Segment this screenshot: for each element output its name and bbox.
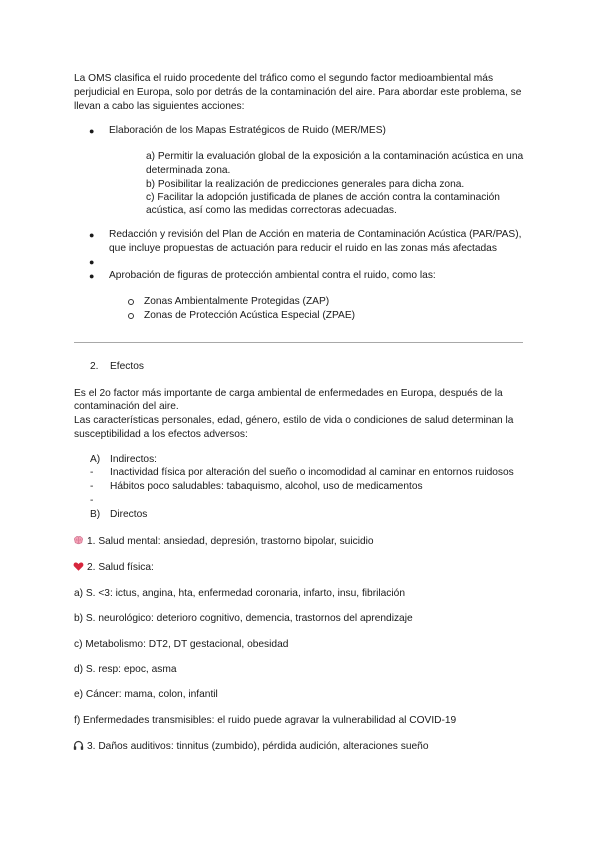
indirect-label: Indirectos: bbox=[110, 454, 157, 465]
bullet-icon: ● bbox=[89, 126, 95, 136]
health-item-b: b) S. neurológico: deterioro cognitivo, demencia, trastornos del aprendizaje bbox=[74, 613, 413, 624]
dash-marker: - bbox=[90, 467, 94, 478]
zone-zap: Zonas Ambientalmente Protegidas (ZAP) bbox=[144, 296, 330, 307]
sub-point-a-cont: determinada zona. bbox=[146, 165, 231, 176]
bullet-icon: ● bbox=[89, 271, 95, 281]
effects-line-2: contaminación del aire. bbox=[74, 401, 179, 412]
action-item-2: Redacción y revisión del Plan de Acción en materia de Contaminación Acústica (PAR/PAS), bbox=[109, 229, 522, 240]
bullet-icon: ● bbox=[89, 257, 95, 267]
effects-line-4: susceptibilidad a los efectos adversos: bbox=[74, 429, 248, 440]
circle-bullet-icon bbox=[128, 299, 134, 305]
sub-point-b: b) Posibilitar la realización de predicciones generales para dicha zona. bbox=[146, 179, 465, 190]
direct-letter: B) bbox=[90, 509, 101, 520]
intro-line-2: perjudicial en Europa, solo por detrás de la contaminación del aire. Para abordar este problema, se bbox=[74, 87, 522, 98]
brain-icon bbox=[73, 535, 84, 546]
direct-label: Directos bbox=[110, 509, 148, 520]
effects-line-1: Es el 2o factor más importante de carga ambiental de enfermedades en Europa, después de la bbox=[74, 388, 503, 399]
indirect-item-2: Hábitos poco saludables: tabaquismo, alcohol, uso de medicamentos bbox=[110, 481, 423, 492]
health-mental: 1. Salud mental: ansiedad, depresión, trastorno bipolar, suicidio bbox=[87, 536, 374, 547]
indirect-item-1: Inactividad física por alteración del sueño o incomodidad al caminar en entornos ruidosos bbox=[110, 467, 514, 478]
sub-point-a: a) Permitir la evaluación global de la exposición a la contaminación acústica en una bbox=[146, 151, 524, 162]
section-title: Efectos bbox=[110, 361, 144, 372]
section-number: 2. bbox=[90, 361, 99, 372]
divider bbox=[74, 342, 523, 343]
heart-icon bbox=[73, 561, 84, 572]
health-item-e: e) Cáncer: mama, colon, infantil bbox=[74, 689, 218, 700]
sub-point-c: c) Facilitar la adopción justificada de planes de acción contra la contaminación bbox=[146, 192, 500, 203]
sub-point-c-cont: acústica, así como las medidas correctoras adecuadas. bbox=[146, 205, 397, 216]
health-item-a: a) S. <3: ictus, angina, hta, enfermedad coronaria, infarto, insu, fibrilación bbox=[74, 588, 405, 599]
intro-line-3: llevan a cabo las siguientes acciones: bbox=[74, 101, 245, 112]
bullet-icon: ● bbox=[89, 230, 95, 240]
health-auditivos: 3. Daños auditivos: tinnitus (zumbido), pérdida audición, alteraciones sueño bbox=[87, 741, 429, 752]
health-item-c: c) Metabolismo: DT2, DT gestacional, obesidad bbox=[74, 639, 289, 650]
health-item-f: f) Enfermedades transmisibles: el ruido puede agravar la vulnerabilidad al COVID-19 bbox=[74, 715, 457, 726]
headphones-icon bbox=[73, 740, 84, 751]
dash-marker: - bbox=[90, 481, 94, 492]
action-item-4: Aprobación de figuras de protección ambiental contra el ruido, como las: bbox=[109, 270, 436, 281]
indirect-letter: A) bbox=[90, 454, 101, 465]
intro-line-1: La OMS clasifica el ruido procedente del tráfico como el segundo factor medioambiental más bbox=[74, 73, 494, 84]
health-item-d: d) S. resp: epoc, asma bbox=[74, 664, 177, 675]
effects-line-3: Las características personales, edad, género, estilo de vida o condiciones de salud determinan la bbox=[74, 415, 514, 426]
zone-zpae: Zonas de Protección Acústica Especial (ZPAE) bbox=[144, 310, 356, 321]
action-item-2-cont: que incluye propuestas de actuación para reducir el ruido en las zonas más afectadas bbox=[109, 243, 497, 254]
circle-bullet-icon bbox=[128, 313, 134, 319]
dash-marker: - bbox=[90, 495, 94, 506]
health-fisica: 2. Salud física: bbox=[87, 562, 154, 573]
action-item-1: Elaboración de los Mapas Estratégicos de Ruido (MER/MES) bbox=[109, 125, 386, 136]
